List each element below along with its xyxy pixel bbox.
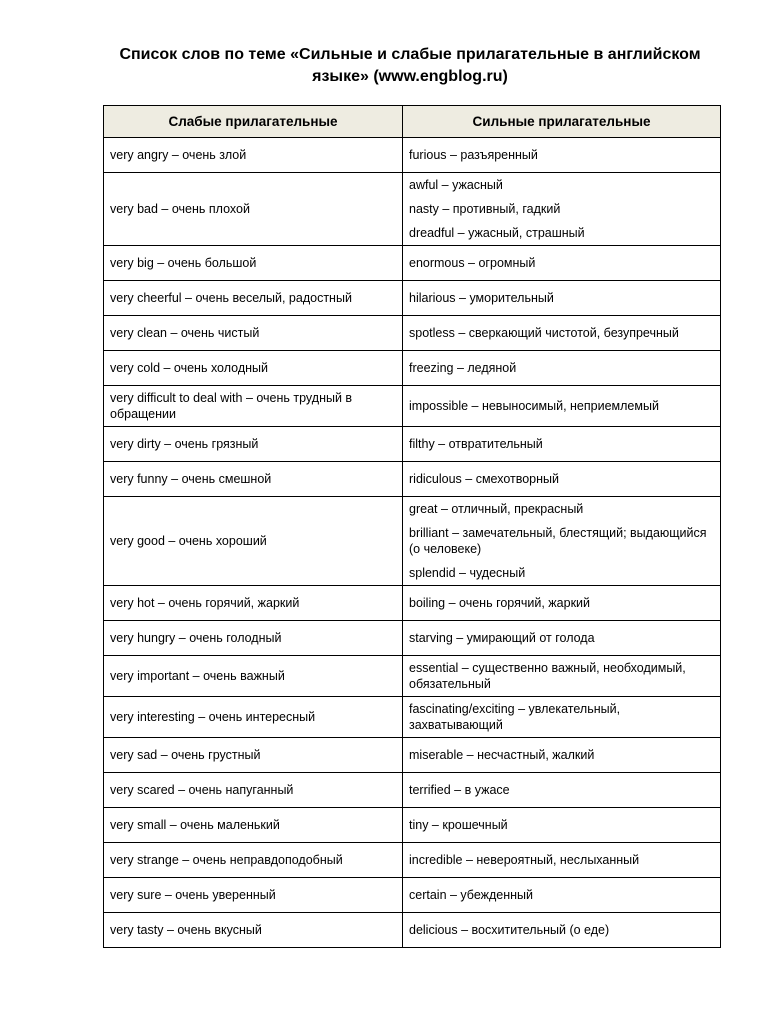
weak-adjective-cell: very big – очень большой [104, 246, 403, 281]
table-row [104, 697, 721, 738]
page-title: Список слов по теме «Сильные и слабые прилагательные в английском языке» (www.engblog.ru) [119, 46, 701, 85]
weak-adjective-cell: very cold – очень холодный [104, 351, 403, 386]
weak-adjective-cell: very cheerful – очень веселый, радостный [104, 281, 403, 316]
table-row [104, 351, 721, 386]
weak-adjective-cell: very dirty – очень грязный [104, 427, 403, 462]
strong-adjective-entry: filthy – отвратительный [409, 437, 543, 451]
table-row [104, 497, 721, 586]
table-row [104, 621, 721, 656]
strong-adjective-entry: certain – убежденный [409, 888, 534, 902]
strong-adjectives-header: Сильные прилагательные [403, 106, 721, 138]
strong-adjective-entry: essential – существенно важный, необходимый, обязательный [409, 661, 686, 691]
strong-adjective-entry: impossible – невыносимый, неприемлемый [409, 399, 659, 413]
weak-adjective-cell: very strange – очень неправдоподобный [104, 843, 403, 878]
weak-adjective-cell: very scared – очень напуганный [104, 773, 403, 808]
strong-adjective-entry: freezing – ледяной [409, 361, 517, 375]
strong-adjective-entry: ridiculous – смехотворный [409, 472, 560, 486]
strong-adjective-cell [403, 316, 721, 351]
table-row [104, 738, 721, 773]
table-row [104, 913, 721, 948]
strong-adjective-entry: enormous – огромный [409, 256, 536, 270]
table-row [104, 843, 721, 878]
strong-adjective-entry: dreadful – ужасный, страшный [409, 226, 585, 240]
weak-adjective-cell: very sure – очень уверенный [104, 878, 403, 913]
table-row [104, 462, 721, 497]
strong-adjective-cell [403, 351, 721, 386]
strong-adjective-cell [403, 427, 721, 462]
strong-adjective-cell [403, 738, 721, 773]
strong-adjective-entry: delicious – восхитительный (о еде) [409, 923, 610, 937]
table-row [104, 173, 721, 246]
strong-adjective-entry: incredible – невероятный, неслыханный [409, 853, 640, 867]
strong-adjective-cell [403, 246, 721, 281]
header-row [104, 106, 721, 138]
strong-adjective-entry: starving – умирающий от голода [409, 631, 595, 645]
table-body [104, 138, 721, 948]
table-row [104, 427, 721, 462]
table-row [104, 586, 721, 621]
weak-adjective-cell: very interesting – очень интересный [104, 697, 403, 738]
weak-adjectives-header: Слабые прилагательные [104, 106, 403, 138]
strong-adjective-cell [403, 138, 721, 173]
weak-adjective-cell: very difficult to deal with – очень трудный в обращении [104, 386, 403, 427]
strong-adjective-entry: fascinating/exciting – увлекательный, захватывающий [409, 702, 621, 732]
strong-adjective-cell [403, 621, 721, 656]
weak-adjective-cell: very funny – очень смешной [104, 462, 403, 497]
strong-adjective-entry: terrified – в ужасе [409, 783, 510, 797]
table-header [104, 106, 721, 138]
strong-adjective-entry: boiling – очень горячий, жаркий [409, 596, 591, 610]
strong-adjective-cell [403, 773, 721, 808]
strong-adjective-cell [403, 656, 721, 697]
strong-adjective-entry: splendid – чудесный [409, 566, 526, 580]
strong-adjective-entry: brilliant – замечательный, блестящий; выдающийся (о человеке) [409, 526, 707, 556]
strong-adjective-entry: hilarious – уморительный [409, 291, 554, 305]
strong-adjective-cell [403, 697, 721, 738]
strong-adjective-cell [403, 843, 721, 878]
strong-adjective-cell [403, 497, 721, 586]
strong-adjective-cell [403, 281, 721, 316]
weak-adjective-cell: very tasty – очень вкусный [104, 913, 403, 948]
strong-adjective-cell [403, 386, 721, 427]
table-row [104, 316, 721, 351]
strong-adjective-entry: spotless – сверкающий чистотой, безупречный [409, 326, 679, 340]
strong-adjective-cell [403, 878, 721, 913]
table-row [104, 656, 721, 697]
strong-adjective-cell [403, 462, 721, 497]
weak-adjective-cell: very clean – очень чистый [104, 316, 403, 351]
table-row [104, 386, 721, 427]
strong-adjective-entry: nasty – противный, гадкий [409, 202, 561, 216]
weak-adjective-cell: very important – очень важный [104, 656, 403, 697]
strong-adjective-entry: miserable – несчастный, жалкий [409, 748, 595, 762]
strong-adjective-entry: tiny – крошечный [409, 818, 508, 832]
weak-adjective-cell: very hot – очень горячий, жаркий [104, 586, 403, 621]
weak-adjective-cell: very hungry – очень голодный [104, 621, 403, 656]
strong-adjective-cell [403, 173, 721, 246]
strong-adjective-entry: furious – разъяренный [409, 148, 538, 162]
strong-adjective-entry: awful – ужасный [409, 178, 503, 192]
weak-adjective-cell: very small – очень маленький [104, 808, 403, 843]
table-row [104, 138, 721, 173]
strong-adjective-entry: great – отличный, прекрасный [409, 502, 584, 516]
table-row [104, 246, 721, 281]
weak-adjective-cell: very good – очень хороший [104, 497, 403, 586]
adjectives-table [103, 105, 721, 948]
weak-adjective-cell: very angry – очень злой [104, 138, 403, 173]
strong-adjective-cell [403, 808, 721, 843]
table-row [104, 878, 721, 913]
weak-adjective-cell: very sad – очень грустный [104, 738, 403, 773]
table-row [104, 281, 721, 316]
table-row [104, 808, 721, 843]
weak-adjective-cell: very bad – очень плохой [104, 173, 403, 246]
table-row [104, 773, 721, 808]
strong-adjective-cell [403, 586, 721, 621]
strong-adjective-cell [403, 913, 721, 948]
